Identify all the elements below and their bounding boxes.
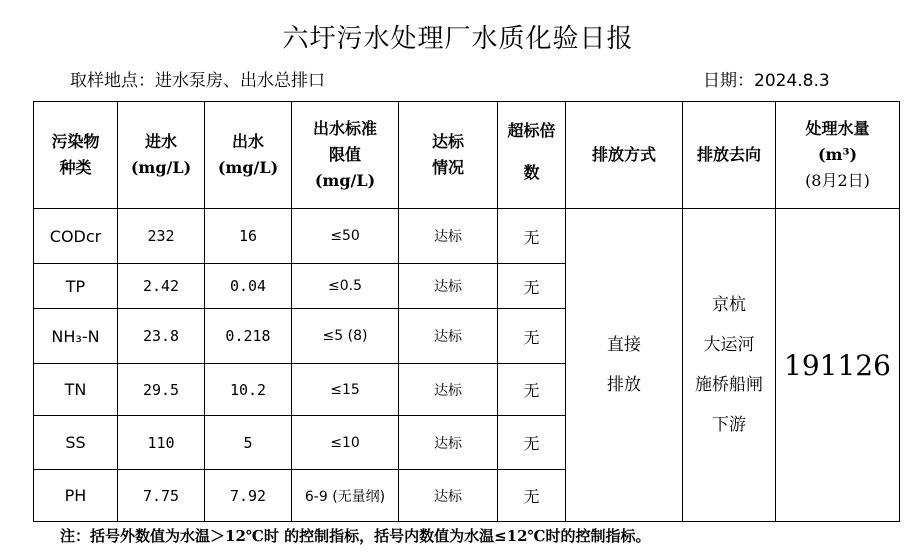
- status-cell: 达标: [399, 416, 498, 470]
- header-volume: 处理水量 (m³) (8月2日): [776, 102, 900, 209]
- limit-cell: ≤0.5: [292, 264, 399, 309]
- status-cell: 达标: [399, 470, 498, 522]
- pollutant-cell: TN: [34, 364, 118, 416]
- water-quality-table: [33, 101, 900, 522]
- inflow-cell: 232: [118, 209, 205, 264]
- limit-cell: ≤50: [292, 209, 399, 264]
- header-discharge-destination: 排放去向: [683, 102, 776, 209]
- table-row: [34, 209, 900, 264]
- status-cell: 达标: [399, 364, 498, 416]
- outflow-cell: 7.92: [205, 470, 292, 522]
- discharge-method-cell: 直接 排放: [566, 209, 683, 522]
- limit-cell: ≤15: [292, 364, 399, 416]
- header-status: 达标 情况: [399, 102, 498, 209]
- inflow-cell: 110: [118, 416, 205, 470]
- inflow-cell: 7.75: [118, 470, 205, 522]
- over-times-cell: 无: [498, 209, 566, 264]
- over-times-cell: 无: [498, 470, 566, 522]
- outflow-cell: 0.04: [205, 264, 292, 309]
- over-times-cell: 无: [498, 309, 566, 364]
- inflow-cell: 2.42: [118, 264, 205, 309]
- pollutant-cell: CODcr: [34, 209, 118, 264]
- limit-cell: 6-9 (无量纲): [292, 470, 399, 522]
- limit-cell: ≤10: [292, 416, 399, 470]
- header-pollutant: 污染物 种类: [34, 102, 118, 209]
- status-cell: 达标: [399, 309, 498, 364]
- inflow-cell: 23.8: [118, 309, 205, 364]
- over-times-cell: 无: [498, 416, 566, 470]
- outflow-cell: 0.218: [205, 309, 292, 364]
- volume-cell: 191126: [776, 209, 900, 522]
- discharge-destination-cell: 京杭 大运河 施桥船闸 下游: [683, 209, 776, 522]
- footnote: 注：括号外数值为水温＞12℃时 的控制指标，括号内数值为水温≤12℃时的控制指标。: [60, 527, 651, 545]
- table-header-row: [34, 102, 900, 209]
- header-outflow: 出水 (mg/L): [205, 102, 292, 209]
- over-times-cell: 无: [498, 264, 566, 309]
- status-cell: 达标: [399, 264, 498, 309]
- outflow-cell: 16: [205, 209, 292, 264]
- header-limit: 出水标准 限值 (mg/L): [292, 102, 399, 209]
- header-inflow: 进水 (mg/L): [118, 102, 205, 209]
- limit-cell: ≤5 (8): [292, 309, 399, 364]
- report-date: 日期：2024.8.3: [703, 71, 830, 91]
- over-times-cell: 无: [498, 364, 566, 416]
- pollutant-cell: TP: [34, 264, 118, 309]
- inflow-cell: 29.5: [118, 364, 205, 416]
- pollutant-cell: NH₃-N: [34, 309, 118, 364]
- status-cell: 达标: [399, 209, 498, 264]
- outflow-cell: 10.2: [205, 364, 292, 416]
- report-title: 六圩污水处理厂水质化验日报: [282, 24, 634, 54]
- header-over-times: 超标倍 数: [498, 102, 566, 209]
- pollutant-cell: PH: [34, 470, 118, 522]
- sampling-location: 取样地点：进水泵房、出水总排口: [70, 71, 325, 91]
- pollutant-cell: SS: [34, 416, 118, 470]
- outflow-cell: 5: [205, 416, 292, 470]
- header-discharge-method: 排放方式: [566, 102, 683, 209]
